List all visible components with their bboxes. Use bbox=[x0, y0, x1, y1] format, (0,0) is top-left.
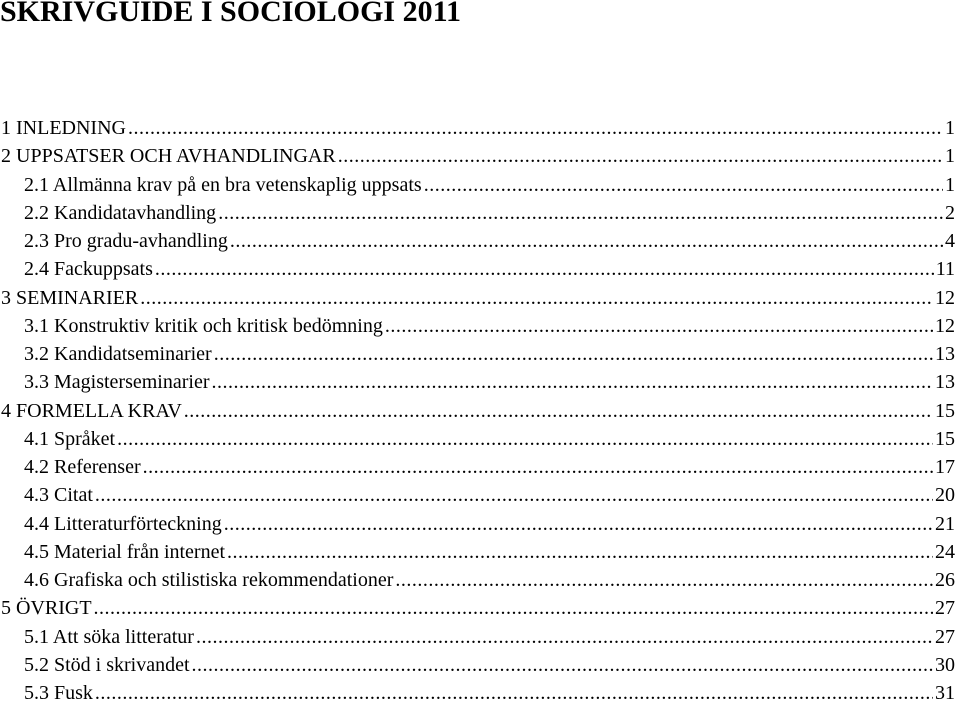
toc-entry[interactable] bbox=[0, 340, 959, 368]
toc-entry-label: 4 FORMELLA KRAV bbox=[1, 399, 182, 422]
toc-dot-leader bbox=[214, 340, 933, 368]
toc-entry[interactable] bbox=[0, 255, 959, 283]
toc-entry[interactable] bbox=[0, 171, 959, 199]
toc-entry-page: 20 bbox=[935, 484, 955, 507]
toc-entry-page: 27 bbox=[935, 597, 955, 620]
toc-entry[interactable] bbox=[0, 199, 959, 227]
toc-entry-page: 4 bbox=[945, 230, 955, 252]
document-title: SKRIVGUIDE I SOCIOLOGI 2011 bbox=[0, 0, 461, 28]
toc-dot-leader bbox=[338, 142, 943, 170]
toc-entry-page: 15 bbox=[935, 399, 955, 422]
toc-entry-page: 31 bbox=[935, 682, 955, 704]
toc-entry[interactable] bbox=[0, 481, 959, 509]
toc-entry-label: 5.1 Att söka litteratur bbox=[24, 625, 194, 648]
toc-entry-label: 5.2 Stöd i skrivandet bbox=[24, 653, 190, 676]
toc-entry-label: 4.5 Material från internet bbox=[24, 540, 226, 563]
toc-entry[interactable] bbox=[0, 566, 959, 594]
toc-entry-label: 3.2 Kandidatseminarier bbox=[24, 343, 212, 365]
toc-entry[interactable] bbox=[0, 679, 959, 707]
toc-entry-label: 3 SEMINARIER bbox=[1, 286, 139, 309]
toc-dot-leader bbox=[385, 312, 933, 340]
toc-entry[interactable] bbox=[0, 594, 959, 622]
toc-entry-page: 2 bbox=[945, 201, 955, 224]
toc-dot-leader bbox=[196, 623, 933, 651]
toc-entry-page: 1 bbox=[945, 173, 955, 196]
toc-dot-leader bbox=[143, 453, 933, 481]
toc-dot-leader bbox=[230, 227, 943, 255]
toc-entry-page: 13 bbox=[935, 371, 955, 394]
toc-dot-leader bbox=[128, 114, 943, 142]
toc-entry-label: 2.4 Fackuppsats bbox=[24, 258, 153, 281]
toc-entry-page: 17 bbox=[935, 456, 955, 478]
toc-entry-page: 1 bbox=[945, 117, 955, 139]
toc-entry[interactable] bbox=[0, 284, 959, 312]
toc-entry[interactable] bbox=[0, 453, 959, 481]
toc-entry-label: 4.1 Språket bbox=[24, 427, 116, 450]
toc-entry[interactable] bbox=[0, 651, 959, 679]
toc-entry-label: 5 ÖVRIGT bbox=[1, 597, 92, 620]
toc-entry-label: 2 UPPSATSER OCH AVHANDLINGAR bbox=[1, 145, 336, 168]
toc-entry-label: 5.3 Fusk bbox=[24, 682, 93, 704]
toc-entry-page: 24 bbox=[935, 540, 955, 563]
toc-entry[interactable] bbox=[0, 425, 959, 453]
toc-entry-page: 15 bbox=[935, 427, 955, 450]
toc-dot-leader bbox=[424, 171, 943, 199]
toc-dot-leader bbox=[227, 538, 933, 566]
toc-entry[interactable] bbox=[0, 368, 959, 396]
toc-dot-leader bbox=[155, 255, 934, 283]
toc-entry-page: 26 bbox=[935, 569, 955, 591]
toc-dot-leader bbox=[224, 510, 933, 538]
toc-dot-leader bbox=[212, 368, 934, 396]
toc-entry-label: 4.4 Litteraturförteckning bbox=[24, 512, 222, 535]
toc-dot-leader bbox=[95, 481, 933, 509]
toc-entry[interactable] bbox=[0, 538, 959, 566]
toc-entry-label: 4.6 Grafiska och stilistiska rekommendationer bbox=[24, 569, 394, 591]
toc-entry[interactable] bbox=[0, 623, 959, 651]
toc-entry-page: 12 bbox=[935, 286, 955, 309]
toc-entry-page: 11 bbox=[935, 258, 955, 281]
toc-dot-leader bbox=[117, 425, 933, 453]
table-of-contents bbox=[0, 114, 959, 707]
toc-entry-page: 1 bbox=[945, 145, 955, 168]
toc-entry-page: 27 bbox=[935, 625, 955, 648]
toc-entry[interactable] bbox=[0, 312, 959, 340]
toc-entry[interactable] bbox=[0, 227, 959, 255]
toc-dot-leader bbox=[95, 679, 933, 707]
toc-entry[interactable] bbox=[0, 114, 959, 142]
toc-dot-leader bbox=[192, 651, 933, 679]
toc-entry[interactable] bbox=[0, 142, 959, 170]
toc-entry-label: 3.3 Magisterseminarier bbox=[24, 371, 210, 394]
toc-entry-label: 2.3 Pro gradu-avhandling bbox=[24, 230, 228, 252]
toc-entry-page: 12 bbox=[935, 314, 955, 337]
toc-entry-label: 4.3 Citat bbox=[24, 484, 93, 507]
toc-entry-page: 30 bbox=[935, 653, 955, 676]
toc-entry-label: 2.1 Allmänna krav på en bra vetenskaplig uppsats bbox=[24, 173, 422, 196]
toc-dot-leader bbox=[184, 397, 933, 425]
toc-entry-page: 13 bbox=[935, 343, 955, 365]
toc-dot-leader bbox=[140, 284, 933, 312]
toc-entry[interactable] bbox=[0, 397, 959, 425]
toc-entry-label: 3.1 Konstruktiv kritik och kritisk bedömning bbox=[24, 314, 383, 337]
toc-dot-leader bbox=[218, 199, 943, 227]
toc-dot-leader bbox=[94, 594, 933, 622]
toc-entry-label: 4.2 Referenser bbox=[24, 456, 141, 478]
toc-entry-label: 2.2 Kandidatavhandling bbox=[24, 201, 217, 224]
toc-dot-leader bbox=[395, 566, 933, 594]
toc-entry[interactable] bbox=[0, 510, 959, 538]
toc-entry-page: 21 bbox=[935, 512, 955, 535]
toc-entry-label: 1 INLEDNING bbox=[1, 117, 126, 139]
